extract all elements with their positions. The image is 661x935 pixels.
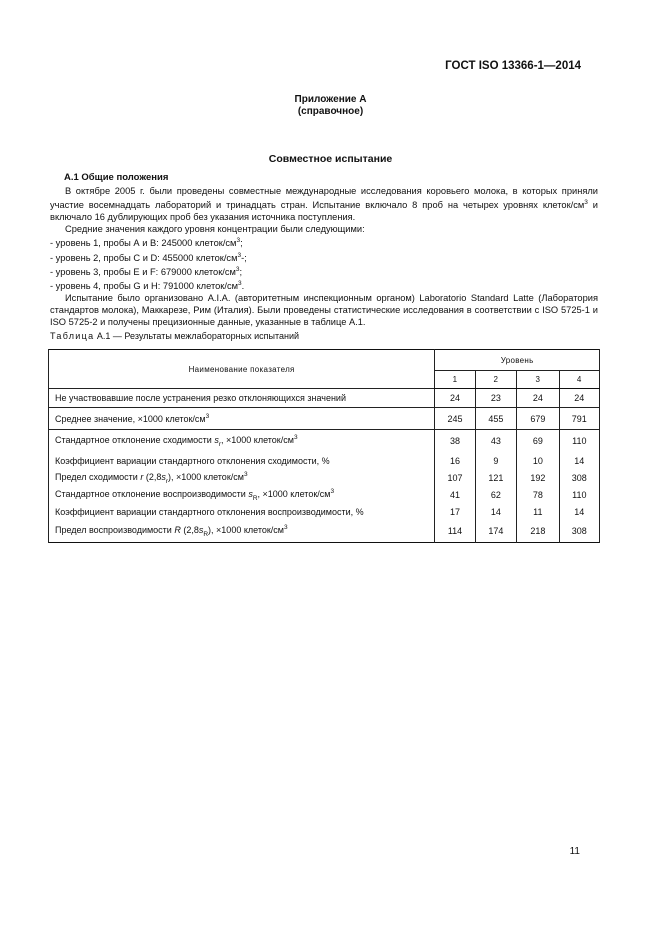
table-cell: 114 — [435, 521, 475, 543]
table-cell: 679 — [517, 408, 559, 430]
table-cell: 24 — [517, 389, 559, 408]
table-cell: 121 — [475, 470, 516, 487]
results-table — [48, 349, 600, 543]
table-cell: 23 — [475, 389, 516, 408]
table-row — [49, 389, 600, 408]
table-cell: 17 — [435, 504, 475, 521]
table-cell: 110 — [559, 430, 599, 453]
table-cell: 69 — [517, 430, 559, 453]
table-cell: 24 — [559, 389, 599, 408]
row-label: Коэффициент вариации стандартного отклонения сходимости, % — [49, 453, 435, 470]
table-cell: 455 — [475, 408, 516, 430]
body-text — [50, 185, 598, 329]
paragraph-levels-intro: Средние значения каждого уровня концентрации были следующими: — [65, 224, 365, 235]
list-item: - уровень 1, пробы А и В: 245000 клеток/$см^3$; — [50, 237, 243, 249]
table-cell: 14 — [475, 504, 516, 521]
row-label: Предел сходимости r $(2,8s_r)$, ×1000 клеток/$см^3$ — [49, 470, 435, 487]
table-cell: 14 — [559, 504, 599, 521]
column-header-level-4: 4 — [559, 371, 599, 389]
table-row — [49, 408, 600, 430]
table-cell: 62 — [475, 487, 516, 504]
table-header-row — [49, 350, 600, 371]
table-cell: 38 — [435, 430, 475, 453]
table-cell: 174 — [475, 521, 516, 543]
table-cell: 218 — [517, 521, 559, 543]
column-header-name: Наименование показателя — [49, 350, 435, 389]
section-title: Совместное испытание — [268, 153, 393, 165]
row-label: Не участвовавшие после устранения резко отклоняющихся значений — [49, 389, 435, 408]
row-label: Стандартное отклонение воспроизводимости $s_R$, ×1000 клеток/$см^3$ — [49, 487, 435, 504]
table-cell: 308 — [559, 521, 599, 543]
table-cell: 41 — [435, 487, 475, 504]
table-cell: 43 — [475, 430, 516, 453]
table-cell: 245 — [435, 408, 475, 430]
column-header-level-2: 2 — [475, 371, 516, 389]
paragraph-intro: В октябре 2005 г. были проведены совместные международные исследования коровьего молока, в которых приняли участие восемнадцать лабораторий и тринадцать стран. Испытание включало 8 проб на четырех уровнях клеток/$см^3$ и включало 16 дублирующих проб без указания источника поступления. — [50, 186, 598, 223]
table-cell: 308 — [559, 470, 599, 487]
list-item: - уровень 2, пробы С и D: 455000 клеток/$см^3-$; — [50, 251, 247, 263]
subsection-heading: А.1 Общие положения — [64, 172, 169, 183]
table-cell: 16 — [435, 453, 475, 470]
table-caption: Таблица А.1 — Результаты межлабораторных испытаний — [50, 331, 300, 341]
table-cell: 9 — [475, 453, 516, 470]
list-item: - уровень 3, пробы Е и F: 679000 клеток/$см^3$; — [50, 265, 243, 277]
annex-subtitle: (справочное) — [297, 106, 364, 117]
column-header-level: Уровень — [435, 350, 600, 371]
row-label: Коэффициент вариации стандартного отклонения воспроизводимости, % — [49, 504, 435, 521]
table-cell: 78 — [517, 487, 559, 504]
table-cell: 791 — [559, 408, 599, 430]
table-row — [49, 487, 600, 504]
table-cell: 10 — [517, 453, 559, 470]
row-label: Предел воспроизводимости R $(2,8s_R)$, ×1000 клеток/$см^3$ — [49, 521, 435, 543]
table-cell: 14 — [559, 453, 599, 470]
document-code: ГОСТ ISO 13366-1—2014 — [445, 60, 581, 72]
table-row — [49, 453, 600, 470]
table-row — [49, 430, 600, 453]
row-label: Среднее значение, ×1000 клеток/$см^3$ — [49, 408, 435, 430]
table-cell: 11 — [517, 504, 559, 521]
table-cell: 110 — [559, 487, 599, 504]
annex-title: Приложение А — [294, 94, 367, 105]
column-header-level-3: 3 — [517, 371, 559, 389]
table-row — [49, 504, 600, 521]
paragraph-organization: Испытание было организовано A.I.A. (авторитетным инспекционным органом) Laboratorio Standard Latte (Лаборатория стандартов молока), Маккарезе, Рим (Италия). Были проведены статистические исследования в соответствии с ISO 5725-1 и ISO 5725-2 и получены прецизионные данные, указанные в таблице А.1. — [50, 293, 598, 328]
list-item: - уровень 4, пробы G и H: 791000 клеток/$см^3$. — [50, 280, 245, 292]
table-row — [49, 470, 600, 487]
table-cell: 107 — [435, 470, 475, 487]
row-label: Стандартное отклонение сходимости $s_r$, ×1000 клеток/$см^3$ — [49, 430, 435, 453]
column-header-level-1: 1 — [435, 371, 475, 389]
table-cell: 192 — [517, 470, 559, 487]
table-cell: 24 — [435, 389, 475, 408]
table-row — [49, 521, 600, 543]
page-number: 11 — [569, 846, 580, 857]
